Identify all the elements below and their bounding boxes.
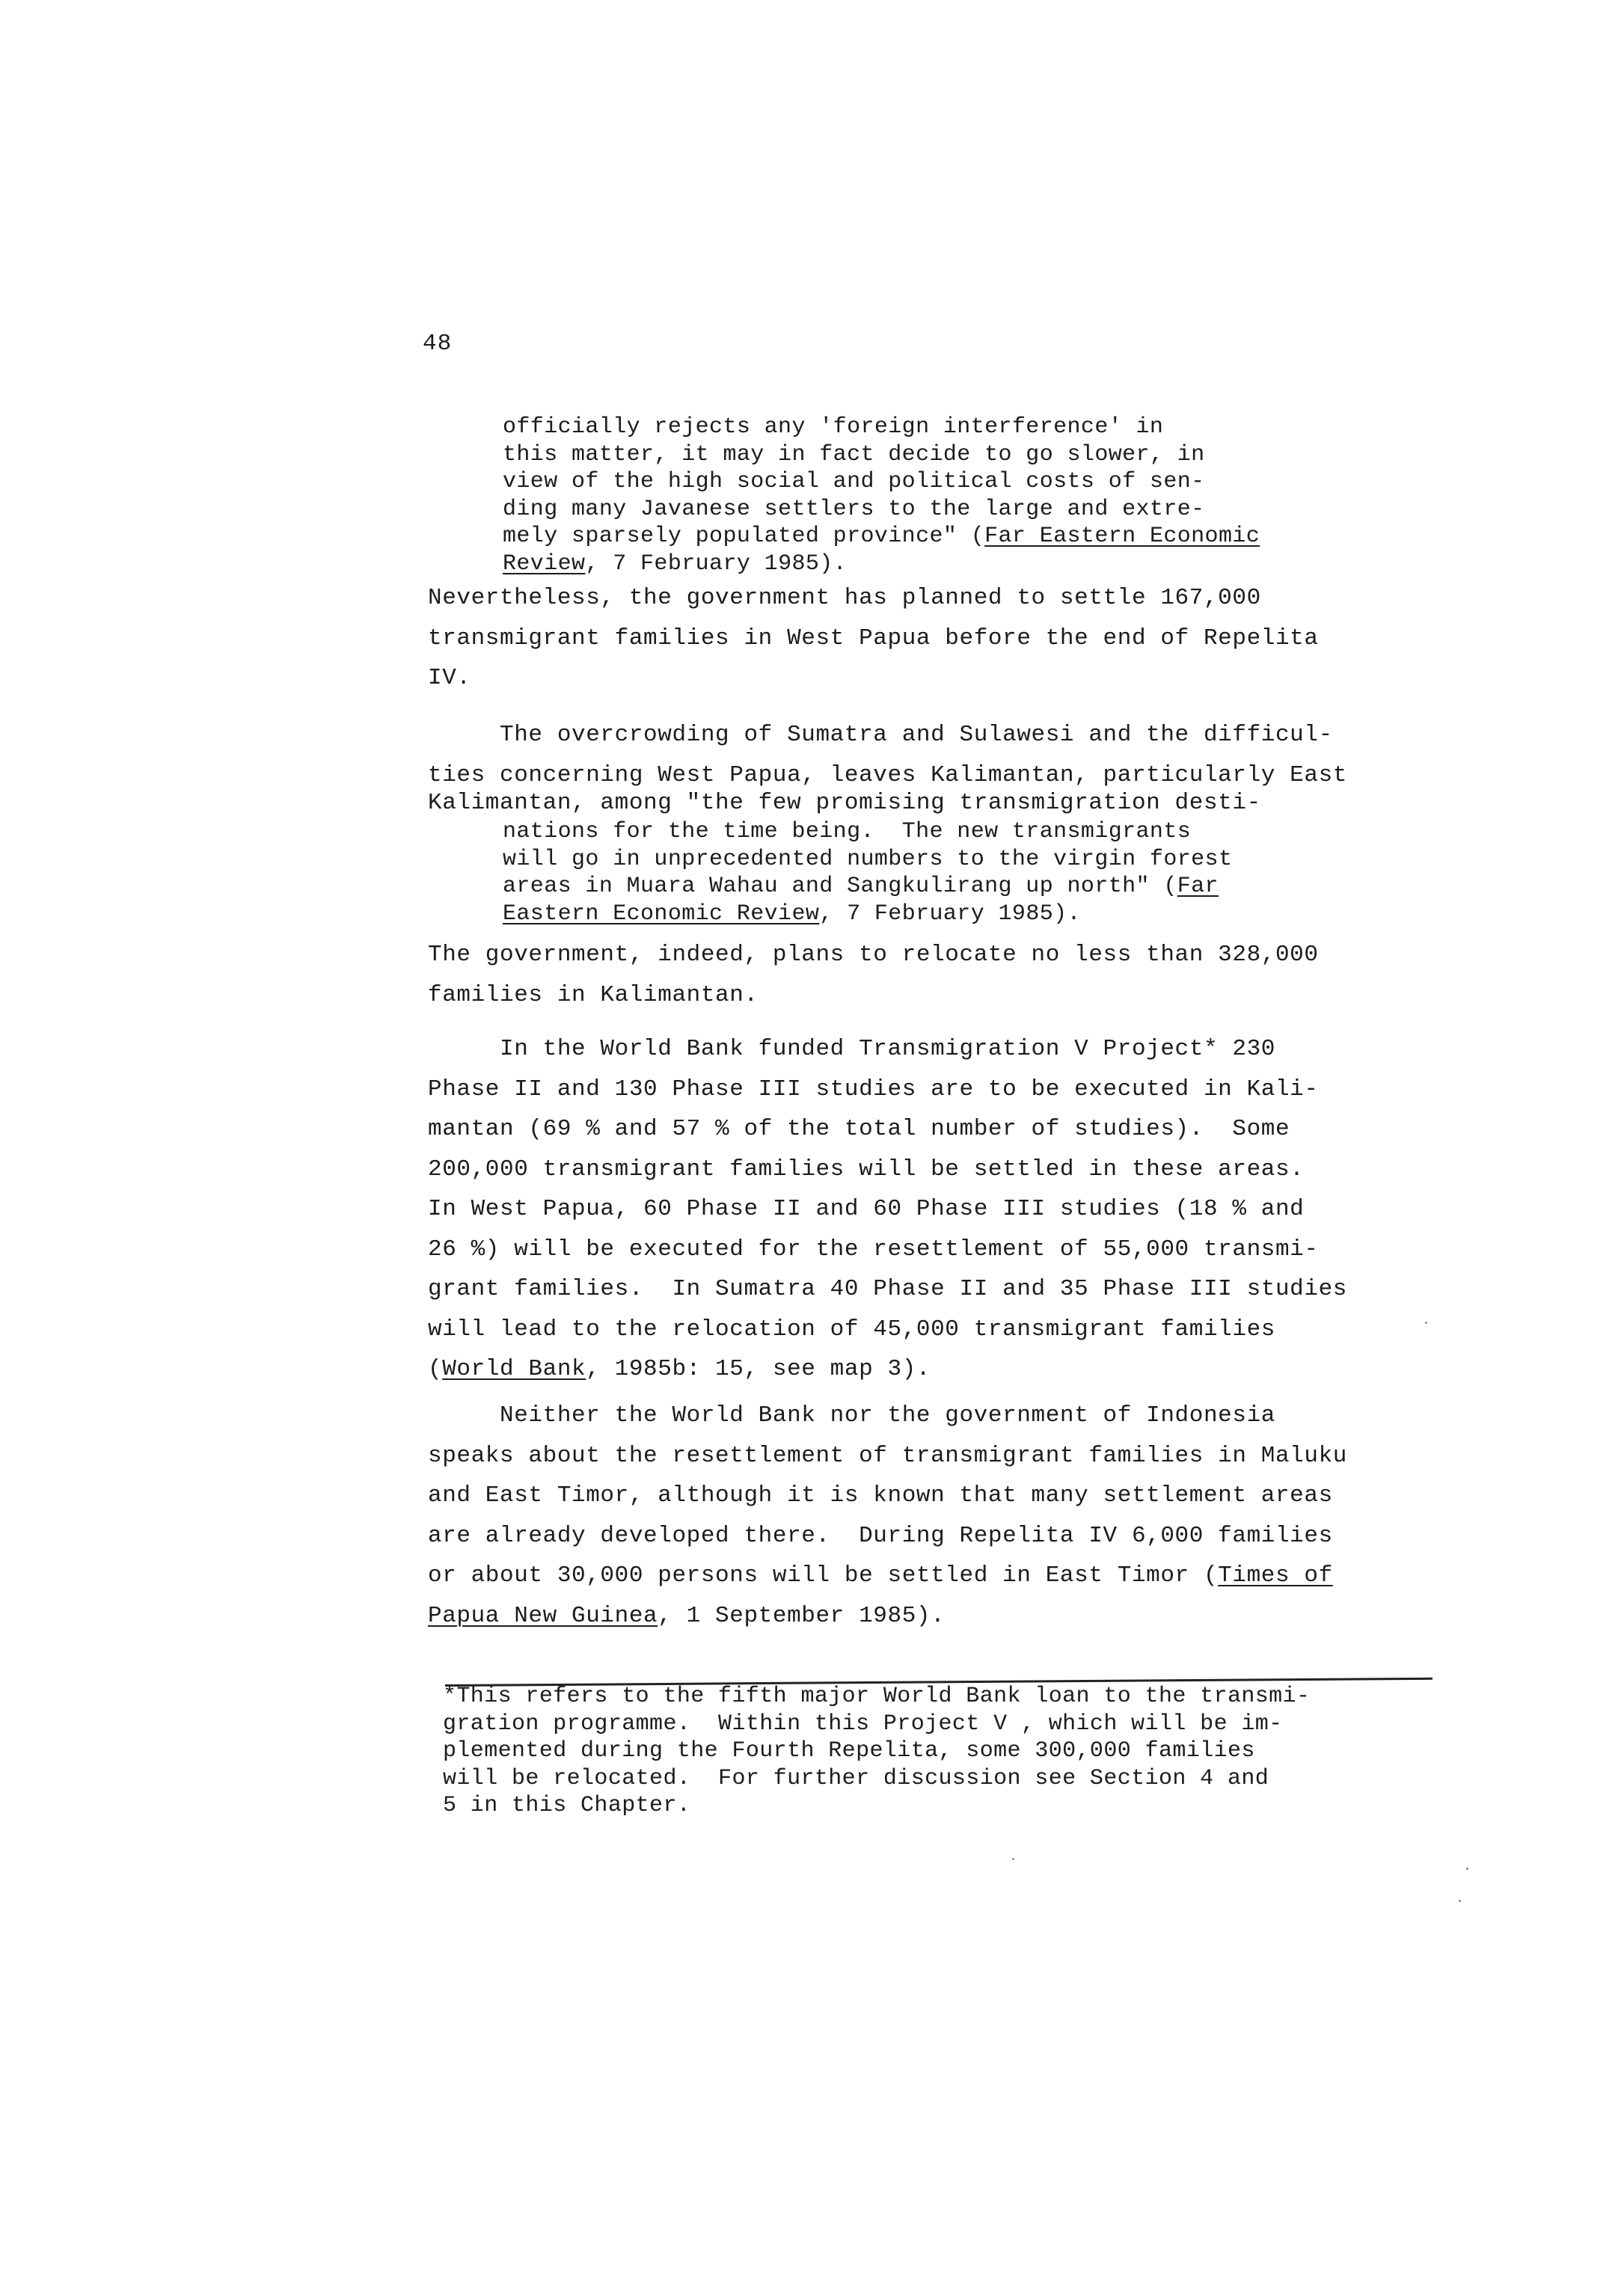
- text-line: grant families. In Sumatra 40 Phase II and 35 Phase III studies: [428, 1276, 1347, 1302]
- text-line: families in Kalimantan.: [428, 981, 759, 1008]
- paragraph-kalimantan-intro: [428, 790, 1261, 818]
- quote-line: officially rejects any 'foreign interference' in: [503, 414, 1164, 440]
- text-line: [428, 1596, 1347, 1637]
- footnote-line: *This refers to the fifth major World Bank loan to the transmi-: [443, 1684, 1311, 1709]
- citation-review: Review: [503, 550, 586, 577]
- footnote: [443, 1683, 1310, 1820]
- text-line: mantan (69 % and 57 % of the total number of studies). Some: [428, 1116, 1290, 1142]
- block-quote-far-eastern-review: [503, 414, 1260, 577]
- text-line: The overcrowding of Sumatra and Sulawesi and the difficul-: [428, 722, 1333, 748]
- text: (: [428, 1356, 443, 1382]
- quote-line: this matter, it may in fact decide to go slower, in: [503, 441, 1205, 467]
- quote-line: view of the high social and political costs of sen-: [503, 469, 1205, 494]
- quote-text: areas in Muara Wahau and Sangkulirang up north" (: [503, 874, 1177, 899]
- text-line: Neither the World Bank nor the government of Indonesia: [428, 1402, 1275, 1429]
- quote-line: will go in unprecedented numbers to the virgin forest: [503, 846, 1233, 872]
- paragraph-overcrowding: [428, 715, 1347, 795]
- citation-times-of: Times of: [1218, 1562, 1333, 1589]
- text-line: 26 %) will be executed for the resettlement of 55,000 transmi-: [428, 1236, 1319, 1263]
- quote-text: , 7 February 1985).: [585, 550, 848, 577]
- text-line: IV.: [428, 665, 471, 691]
- quote-text: , 7 February 1985).: [819, 901, 1081, 927]
- footnote-line: gration programme. Within this Project V , which will be im-: [443, 1711, 1283, 1737]
- paragraph-maluku-east-timor: [428, 1396, 1347, 1636]
- text-line: are already developed there. During Repelita IV 6,000 families: [428, 1522, 1333, 1549]
- text: or about 30,000 persons will be settled in East Timor (: [428, 1562, 1219, 1589]
- text: , 1 September 1985).: [658, 1602, 946, 1629]
- text-line: In West Papua, 60 Phase II and 60 Phase III studies (18 % and: [428, 1196, 1305, 1222]
- text: , 1985b: 15, see map 3).: [586, 1356, 931, 1382]
- text-line: [428, 1556, 1347, 1596]
- quote-text: mely sparsely populated province" (: [503, 524, 985, 549]
- quote-line: nations for the time being. The new transmigrants: [503, 819, 1192, 844]
- quote-line: [503, 901, 1232, 928]
- text-line: Phase II and 130 Phase III studies are to be executed in Kali-: [428, 1076, 1319, 1102]
- paragraph-government-plans: [428, 935, 1319, 1015]
- paragraph-nevertheless: [428, 578, 1319, 699]
- footnote-line: 5 in this Chapter.: [443, 1793, 691, 1818]
- citation-far-eastern-economic-review: Far Eastern Economic: [984, 524, 1260, 549]
- scan-speck: [1459, 1900, 1461, 1902]
- paragraph-world-bank-studies: [428, 1029, 1347, 1390]
- scan-speck: [1466, 1868, 1468, 1870]
- scan-speck: [1425, 1322, 1427, 1324]
- footnote-line: plemented during the Fourth Repelita, some 300,000 families: [443, 1738, 1255, 1764]
- text-line: The government, indeed, plans to relocate no less than 328,000: [428, 942, 1319, 968]
- scan-speck: [1012, 1858, 1014, 1860]
- footnote-line: will be relocated. For further discussion see Section 4 and: [443, 1765, 1269, 1791]
- citation-far: Far: [1177, 874, 1219, 899]
- text-line: Kalimantan, among "the few promising transmigration desti-: [428, 790, 1261, 816]
- citation-world-bank: World Bank: [442, 1356, 586, 1382]
- quote-line: [503, 873, 1232, 901]
- text-line: speaks about the resettlement of transmigrant families in Maluku: [428, 1442, 1347, 1469]
- text-line: transmigrant families in West Papua before the end of Repelita: [428, 625, 1319, 651]
- text-line: Nevertheless, the government has planned to settle 167,000: [428, 585, 1261, 611]
- text-line: In the World Bank funded Transmigration V Project* 230: [428, 1036, 1275, 1062]
- quote-line: [503, 523, 1260, 550]
- text-line: 200,000 transmigrant families will be settled in these areas.: [428, 1156, 1305, 1183]
- citation-eastern-economic-review: Eastern Economic Review: [503, 901, 820, 927]
- page-number: 48: [423, 331, 453, 357]
- text-line: [428, 1349, 1347, 1390]
- quote-line: ding many Javanese settlers to the large and extre-: [503, 496, 1205, 522]
- citation-papua-new-guinea: Papua New Guinea: [428, 1602, 658, 1629]
- block-quote-transmigrants: [503, 818, 1232, 927]
- text-line: will lead to the relocation of 45,000 transmigrant families: [428, 1316, 1275, 1343]
- text-line: and East Timor, although it is known that many settlement areas: [428, 1482, 1333, 1509]
- text-line: ties concerning West Papua, leaves Kalimantan, particularly East: [428, 761, 1347, 788]
- quote-line: [503, 550, 1260, 578]
